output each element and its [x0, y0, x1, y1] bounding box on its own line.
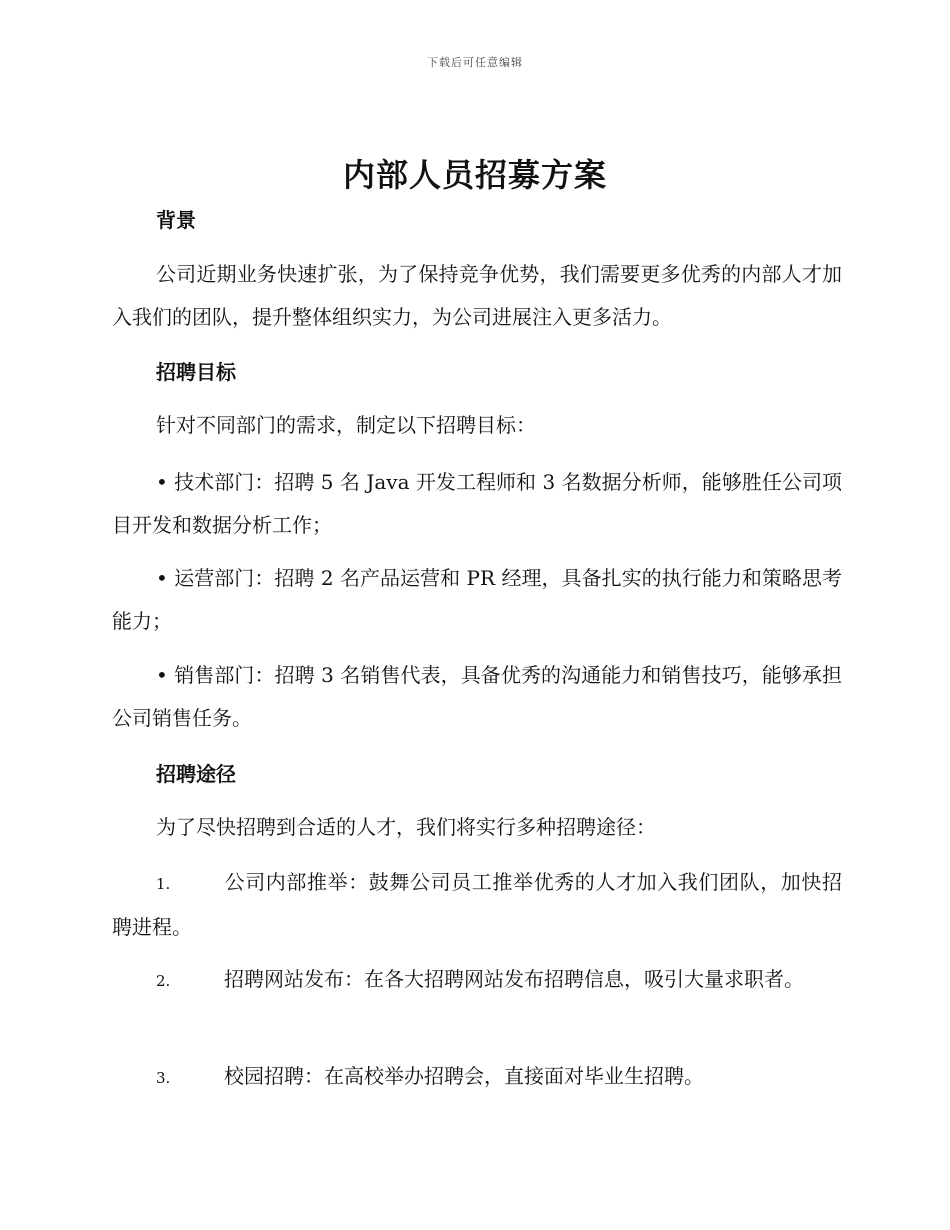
- goals-item-block-2: [112, 557, 842, 643]
- channel-item-website: [112, 958, 842, 1003]
- channels-item-block-2: [112, 958, 842, 1003]
- section-channels: [112, 760, 842, 788]
- page-header-note: 下载后可任意编辑: [427, 56, 523, 69]
- list-text: 公司内部推举：鼓舞公司员工推举优秀的人才加入我们团队，加快招聘进程。: [112, 870, 842, 939]
- goal-item-sales: • 销售部门：招聘 3 名销售代表，具备优秀的沟通能力和销售技巧，能够承担公司销售任务。: [112, 663, 842, 730]
- section-background: [112, 206, 842, 234]
- list-number: 3.: [156, 1069, 171, 1087]
- list-number: 2.: [156, 972, 171, 990]
- background-paragraph-block: [112, 253, 842, 339]
- list-text: 招聘网站发布：在各大招聘网站发布招聘信息，吸引大量求职者。: [224, 967, 804, 991]
- list-text: 校园招聘：在高校举办招聘会，直接面对毕业生招聘。: [224, 1064, 704, 1088]
- channels-item-block-3: [112, 1055, 842, 1100]
- channel-item-referral: [112, 861, 842, 949]
- goals-item-block-1: [112, 461, 842, 547]
- goal-item-operations: • 运营部门：招聘 2 名产品运营和 PR 经理，具备扎实的执行能力和策略思考能力；: [112, 566, 842, 633]
- section-heading-goals: 招聘目标: [156, 360, 236, 384]
- channels-item-block-1: [112, 861, 842, 949]
- document-title: 内部人员招募方案: [342, 156, 607, 194]
- list-number: 1.: [156, 875, 171, 893]
- section-heading-channels: 招聘途径: [156, 762, 236, 786]
- goals-item-block-3: [112, 654, 842, 740]
- goals-intro-block: [112, 404, 842, 447]
- goals-intro: 针对不同部门的需求，制定以下招聘目标：: [156, 413, 536, 437]
- background-paragraph: 公司近期业务快速扩张，为了保持竞争优势，我们需要更多优秀的内部人才加入我们的团队，提升整体组织实力，为公司进展注入更多活力。: [112, 262, 842, 329]
- channels-intro-block: [112, 806, 842, 849]
- channel-item-campus: [112, 1055, 842, 1100]
- goal-item-tech: • 技术部门：招聘 5 名 Java 开发工程师和 3 名数据分析师，能够胜任公司项目开发和数据分析工作；: [112, 470, 842, 537]
- section-heading-background: 背景: [156, 208, 196, 232]
- channels-intro: 为了尽快招聘到合适的人才，我们将实行多种招聘途径：: [156, 815, 656, 839]
- section-goals: [112, 358, 842, 386]
